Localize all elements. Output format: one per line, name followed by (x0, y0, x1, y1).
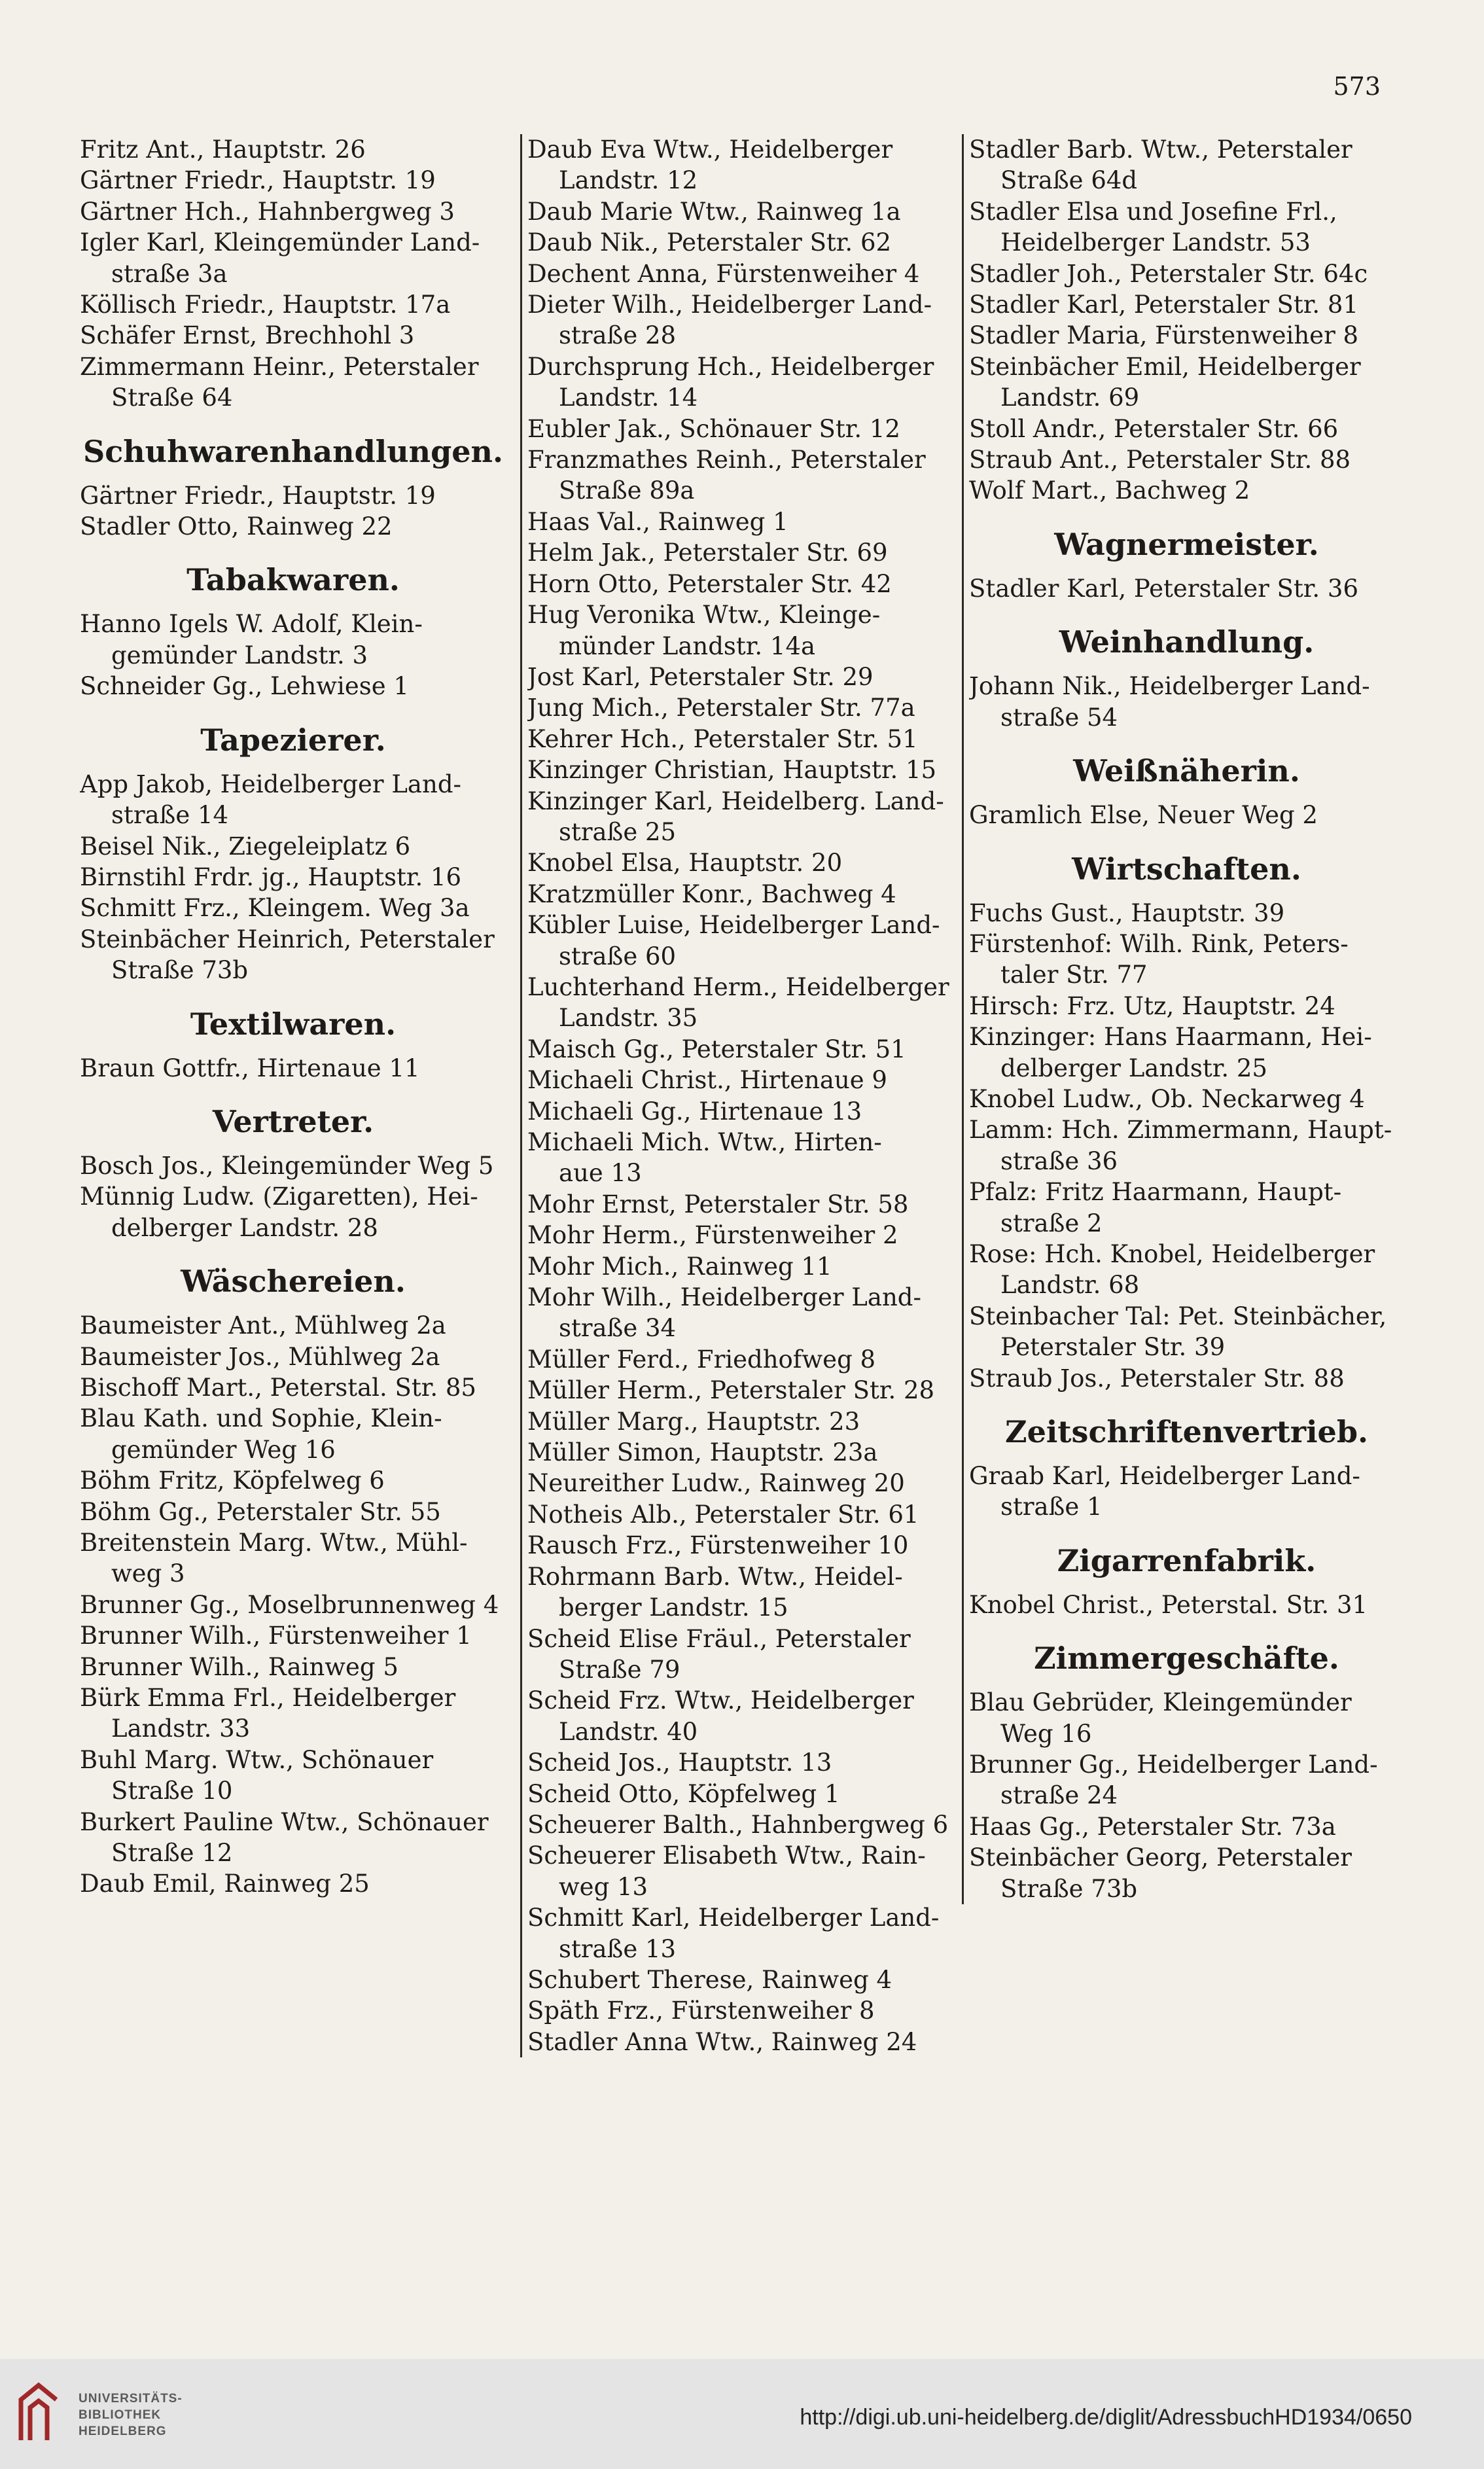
entry-line: Zimmermann Heinr., Peterstaler (80, 352, 479, 381)
entry-line: Schäfer Ernst, Brechhohl 3 (80, 321, 415, 350)
entry-line: Scheid Frz. Wtw., Heidelberger (527, 1686, 914, 1715)
entry-continuation: aue 13 (559, 1159, 642, 1188)
directory-entry (969, 800, 1404, 830)
library-footer (0, 2359, 1484, 2469)
entry-line: Kinzinger Christian, Hauptstr. 15 (527, 756, 937, 785)
directory-entry (80, 1403, 506, 1465)
entry-line: App Jakob, Heidelberger Land- (80, 770, 462, 798)
entry-line: Kübler Luise, Heidelberger Land- (527, 911, 940, 940)
directory-entry (527, 1685, 959, 1747)
entry-line: Fürstenhof: Wilh. Rink, Peters- (969, 929, 1349, 958)
section-heading: Wirtschaften. (1072, 851, 1301, 887)
directory-entry (527, 599, 959, 662)
entry-continuation: Straße 12 (111, 1839, 233, 1868)
entry-line: Baumeister Jos., Mühlweg 2a (80, 1342, 440, 1371)
directory-entry (969, 573, 1404, 604)
entry-continuation: straße 34 (559, 1314, 677, 1343)
directory-entry (80, 1150, 506, 1181)
entry-line: Daub Marie Wtw., Rainweg 1a (527, 197, 901, 226)
logo-line-1: UNIVERSITÄTS- (79, 2392, 183, 2406)
directory-entry (80, 134, 506, 165)
entry-line: Dieter Wilh., Heidelberger Land- (527, 291, 932, 319)
entry-line: Burkert Pauline Wtw., Schönauer (80, 1807, 489, 1836)
entry-line: Neureither Ludw., Rainweg 20 (527, 1469, 905, 1498)
entry-line: Scheid Elise Fräul., Peterstaler (527, 1624, 911, 1653)
directory-entry (80, 1465, 506, 1496)
directory-entry (527, 1375, 959, 1406)
entry-line: Pfalz: Fritz Haarmann, Haupt- (969, 1178, 1342, 1207)
entry-line: Jung Mich., Peterstaler Str. 77a (527, 694, 915, 722)
directory-entry (969, 1301, 1404, 1363)
directory-entry (80, 480, 506, 511)
entry-line: Stadler Anna Wtw., Rainweg 24 (527, 2027, 917, 2056)
entry-line: Schmitt Frz., Kleingem. Weg 3a (80, 894, 470, 923)
directory-entry (80, 1620, 506, 1651)
directory-entry (527, 1747, 959, 1778)
directory-entry (527, 972, 959, 1034)
directory-entry (527, 1840, 959, 1902)
entry-line: Stoll Andr., Peterstaler Str. 66 (969, 414, 1339, 443)
entry-continuation: Weg 16 (1000, 1719, 1092, 1748)
entry-line: Gärtner Friedr., Hauptstr. 19 (80, 166, 436, 195)
directory-entry (527, 289, 959, 351)
directory-entry (969, 320, 1404, 351)
entry-line: Dechent Anna, Fürstenweiher 4 (527, 259, 920, 288)
directory-entry (527, 134, 959, 196)
entry-line: Breitenstein Marg. Wtw., Mühl- (80, 1529, 468, 1557)
entry-line: Wolf Mart., Bachweg 2 (969, 476, 1250, 505)
directory-entry (80, 1181, 506, 1243)
entry-continuation: gemünder Weg 16 (111, 1435, 336, 1464)
entry-line: Gärtner Friedr., Hauptstr. 19 (80, 481, 436, 510)
entry-continuation: Landstr. 12 (559, 166, 698, 195)
entry-line: Scheid Otto, Köpfelweg 1 (527, 1779, 840, 1808)
entry-line: Beisel Nik., Ziegeleiplatz 6 (80, 832, 411, 861)
entry-line: Fritz Ant., Hauptstr. 26 (80, 135, 366, 164)
directory-entry (80, 893, 506, 923)
entry-continuation: straße 60 (559, 942, 677, 970)
entry-line: Eubler Jak., Schönauer Str. 12 (527, 414, 900, 443)
directory-entry (969, 258, 1404, 289)
entry-line: Stadler Otto, Rainweg 22 (80, 512, 393, 541)
directory-entry (527, 1437, 959, 1468)
entry-line: Kinzinger Karl, Heidelberg. Land- (527, 787, 944, 815)
entry-continuation: straße 24 (1000, 1781, 1118, 1810)
entry-line: Straub Ant., Peterstaler Str. 88 (969, 446, 1351, 474)
entry-line: Böhm Fritz, Köpfelweg 6 (80, 1466, 385, 1495)
column-left (80, 134, 506, 1900)
directory-entry (80, 196, 506, 227)
section-heading: Wagnermeister. (1054, 526, 1319, 562)
entry-line: Graab Karl, Heidelberger Land- (969, 1462, 1360, 1490)
section-heading: Zeitschriftenvertrieb. (1004, 1414, 1368, 1449)
entry-line: Böhm Gg., Peterstaler Str. 55 (80, 1497, 441, 1526)
entry-line: Stadler Joh., Peterstaler Str. 64c (969, 259, 1368, 288)
directory-entry (80, 609, 506, 671)
entry-line: Müller Herm., Peterstaler Str. 28 (527, 1376, 935, 1405)
entry-continuation: gemünder Landstr. 3 (111, 641, 368, 669)
entry-line: Kinzinger: Hans Haarmann, Hei- (969, 1023, 1372, 1052)
directory-entry (527, 196, 959, 227)
entry-continuation: Straße 79 (559, 1655, 680, 1684)
directory-entry (969, 1363, 1404, 1394)
directory-entry (527, 1034, 959, 1065)
page-number: 573 (1333, 72, 1381, 101)
directory-entry (527, 1809, 959, 1840)
entry-continuation: straße 54 (1000, 703, 1118, 732)
directory-entry (527, 1779, 959, 1809)
entry-continuation: Straße 73b (1000, 1874, 1138, 1903)
entry-continuation: Straße 64d (1000, 166, 1138, 195)
entry-line: Schmitt Karl, Heidelberger Land- (527, 1904, 940, 1932)
directory-entry (969, 1461, 1404, 1523)
entry-line: Brunner Gg., Moselbrunnenweg 4 (80, 1590, 499, 1619)
entry-continuation: taler Str. 77 (1000, 961, 1148, 989)
directory-entry (527, 1964, 959, 1995)
entry-continuation: Straße 64 (111, 383, 233, 412)
directory-entry (527, 847, 959, 878)
entry-continuation: Landstr. 69 (1000, 383, 1140, 412)
directory-entry (969, 1842, 1404, 1904)
directory-entry (969, 134, 1404, 196)
entry-line: Buhl Marg. Wtw., Schönauer (80, 1745, 434, 1774)
entry-line: Gramlich Else, Neuer Weg 2 (969, 801, 1318, 830)
entry-continuation: weg 3 (111, 1559, 185, 1588)
directory-entry (969, 898, 1404, 929)
entry-continuation: straße 28 (559, 321, 677, 350)
directory-entry (527, 1096, 959, 1127)
entry-line: Jost Karl, Peterstaler Str. 29 (527, 662, 874, 691)
entry-continuation: straße 25 (559, 817, 677, 846)
entry-continuation: straße 1 (1000, 1493, 1103, 1521)
logo-line-2: BIBLIOTHEK (79, 2408, 162, 2422)
entry-line: Brunner Gg., Heidelberger Land- (969, 1750, 1378, 1779)
section-heading: Wäschereien. (181, 1264, 406, 1300)
directory-entry (969, 991, 1404, 1021)
directory-entry (527, 227, 959, 258)
directory-entry (969, 1749, 1404, 1811)
directory-entry (80, 289, 506, 320)
entry-continuation: delberger Landstr. 25 (1000, 1054, 1267, 1082)
entry-line: Stadler Barb. Wtw., Peterstaler (969, 135, 1352, 164)
entry-line: Brunner Wilh., Fürstenweiher 1 (80, 1622, 472, 1650)
directory-entry (527, 1995, 959, 2026)
directory-entry (80, 1372, 506, 1403)
entry-line: Johann Nik., Heidelberger Land- (969, 672, 1370, 701)
directory-entry (969, 1177, 1404, 1239)
entry-line: Knobel Christ., Peterstal. Str. 31 (969, 1590, 1368, 1619)
directory-entry (527, 258, 959, 289)
entry-line: Mohr Mich., Rainweg 11 (527, 1252, 832, 1281)
entry-continuation: Landstr. 33 (111, 1714, 251, 1743)
directory-entry (80, 320, 506, 351)
directory-entry (80, 1868, 506, 1899)
entry-line: Birnstihl Frdr. jg., Hauptstr. 16 (80, 862, 462, 891)
entry-line: Stadler Maria, Fürstenweiher 8 (969, 321, 1359, 350)
entry-line: Igler Karl, Kleingemünder Land- (80, 228, 480, 257)
directory-entry (527, 1902, 959, 1964)
directory-entry (80, 165, 506, 196)
entry-line: Franzmathes Reinh., Peterstaler (527, 446, 926, 474)
entry-continuation: berger Landstr. 15 (559, 1593, 788, 1622)
directory-entry (527, 1468, 959, 1499)
section-heading: Zimmergeschäfte. (1034, 1641, 1339, 1677)
entry-line: Daub Eva Wtw., Heidelberger (527, 135, 893, 164)
directory-entry (80, 831, 506, 862)
directory-entry (969, 671, 1404, 733)
directory-entry (80, 227, 506, 289)
directory-entry (80, 1590, 506, 1620)
directory-entry (969, 444, 1404, 475)
entry-line: Rohrmann Barb. Wtw., Heidel- (527, 1562, 903, 1591)
entry-line: Straub Jos., Peterstaler Str. 88 (969, 1364, 1345, 1393)
directory-entry (80, 1527, 506, 1590)
entry-line: Scheuerer Balth., Hahnbergweg 6 (527, 1810, 949, 1839)
entry-continuation: Heidelberger Landstr. 53 (1000, 228, 1311, 257)
directory-entry (80, 351, 506, 414)
entry-line: Kratzmüller Konr., Bachweg 4 (527, 879, 896, 908)
directory-entry (969, 196, 1404, 258)
entry-line: Köllisch Friedr., Hauptstr. 17a (80, 291, 451, 319)
entry-line: Lamm: Hch. Zimmermann, Haupt- (969, 1116, 1392, 1145)
entry-line: Steinbächer Heinrich, Peterstaler (80, 925, 495, 953)
entry-line: Blau Gebrüder, Kleingemünder (969, 1688, 1352, 1717)
directory-entry (527, 1127, 959, 1189)
entry-line: Bosch Jos., Kleingemünder Weg 5 (80, 1151, 494, 1180)
entry-line: Rausch Frz., Fürstenweiher 10 (527, 1531, 909, 1560)
directory-entry (527, 351, 959, 414)
entry-continuation: Straße 89a (559, 476, 695, 505)
directory-entry (527, 1251, 959, 1282)
directory-entry (527, 537, 959, 568)
entry-line: Bischoff Mart., Peterstal. Str. 85 (80, 1373, 476, 1402)
entry-line: Baumeister Ant., Mühlweg 2a (80, 1311, 446, 1340)
entry-line: Michaeli Christ., Hirtenaue 9 (527, 1066, 887, 1095)
entry-line: Hirsch: Frz. Utz, Hauptstr. 24 (969, 991, 1335, 1020)
source-url-link[interactable]: http://digi.ub.uni-heidelberg.de/diglit/AdressbuchHD1934/0650 (800, 2405, 1412, 2430)
entry-line: Schneider Gg., Lehwiese 1 (80, 672, 409, 701)
entry-line: Bürk Emma Frl., Heidelberger (80, 1684, 456, 1713)
entry-line: Durchsprung Hch., Heidelberger (527, 352, 934, 381)
entry-continuation: Straße 10 (111, 1777, 233, 1805)
directory-entry (969, 1084, 1404, 1114)
directory-entry (527, 569, 959, 599)
entry-continuation: Peterstaler Str. 39 (1000, 1333, 1226, 1362)
entry-line: Späth Frz., Fürstenweiher 8 (527, 1997, 875, 2025)
directory-entry (969, 1687, 1404, 1749)
entry-line: Stadler Elsa und Josefine Frl., (969, 197, 1337, 226)
directory-entry (969, 929, 1404, 991)
entry-continuation: straße 13 (559, 1934, 677, 1963)
directory-entry (527, 1499, 959, 1530)
entry-line: Stadler Karl, Peterstaler Str. 81 (969, 291, 1358, 319)
section-heading: Tapezierer. (200, 722, 386, 758)
directory-entry (80, 1310, 506, 1341)
directory-entry (527, 910, 959, 972)
directory-entry (80, 1807, 506, 1869)
directory-entry (527, 662, 959, 692)
logo-line-3: HEIDELBERG (79, 2425, 167, 2438)
entry-line: Rose: Hch. Knobel, Heidelberger (969, 1239, 1375, 1268)
directory-entry (527, 1406, 959, 1437)
entry-line: Müller Simon, Hauptstr. 23a (527, 1438, 878, 1467)
directory-entry (527, 1530, 959, 1561)
entry-continuation: straße 2 (1000, 1209, 1103, 1237)
directory-entry (80, 1682, 506, 1745)
entry-line: Steinbacher Tal: Pet. Steinbächer, (969, 1302, 1387, 1330)
directory-entry (969, 1021, 1404, 1084)
entry-line: Steinbächer Georg, Peterstaler (969, 1843, 1352, 1872)
directory-entry (80, 511, 506, 542)
directory-entry (969, 414, 1404, 444)
entry-line: Daub Nik., Peterstaler Str. 62 (527, 228, 892, 257)
entry-line: Scheuerer Elisabeth Wtw., Rain- (527, 1841, 926, 1870)
directory-entry (527, 444, 959, 506)
directory-entry (80, 862, 506, 893)
entry-line: Luchterhand Herm., Heidelberger (527, 972, 949, 1001)
entry-line: Müller Ferd., Friedhofweg 8 (527, 1345, 876, 1374)
directory-entry (80, 671, 506, 702)
entry-continuation: münder Landstr. 14a (559, 631, 816, 660)
entry-line: Knobel Ludw., Ob. Neckarweg 4 (969, 1084, 1365, 1113)
column-middle (520, 134, 959, 2057)
entry-line: Hug Veronika Wtw., Kleinge- (527, 601, 881, 630)
entry-line: Blau Kath. und Sophie, Klein- (80, 1404, 442, 1433)
entry-continuation: Landstr. 14 (559, 383, 698, 412)
entry-line: Haas Val., Rainweg 1 (527, 507, 788, 536)
entry-line: Münnig Ludw. (Zigaretten), Hei- (80, 1182, 478, 1211)
directory-entry (969, 1239, 1404, 1301)
directory-entry (80, 1053, 506, 1084)
directory-entry (80, 924, 506, 986)
entry-continuation: straße 3a (111, 259, 228, 288)
directory-entry (969, 1590, 1404, 1620)
directory-entry (80, 769, 506, 831)
entry-line: Notheis Alb., Peterstaler Str. 61 (527, 1500, 919, 1529)
entry-line: Stadler Karl, Peterstaler Str. 36 (969, 574, 1358, 603)
entry-line: Gärtner Hch., Hahnbergweg 3 (80, 197, 455, 226)
entry-line: Müller Marg., Hauptstr. 23 (527, 1407, 860, 1436)
entry-line: Brunner Wilh., Rainweg 5 (80, 1652, 398, 1681)
directory-entry (527, 755, 959, 785)
section-heading: Schuhwarenhandlungen. (82, 433, 504, 469)
entry-line: Michaeli Gg., Hirtenaue 13 (527, 1097, 862, 1126)
directory-entry (80, 1745, 506, 1807)
directory-entry (527, 879, 959, 910)
directory-entry (527, 1344, 959, 1375)
directory-entry (527, 1065, 959, 1095)
entry-line: Knobel Elsa, Hauptstr. 20 (527, 849, 843, 878)
directory-entry (527, 2027, 959, 2057)
entry-line: Scheid Jos., Hauptstr. 13 (527, 1749, 832, 1777)
entry-line: Hanno Igels W. Adolf, Klein- (80, 610, 423, 639)
entry-continuation: Landstr. 35 (559, 1004, 698, 1033)
section-heading: Weinhandlung. (1059, 624, 1315, 660)
column-right (962, 134, 1404, 1904)
directory-entry (969, 289, 1404, 320)
directory-entry (969, 1114, 1404, 1177)
directory-entry (527, 692, 959, 723)
entry-continuation: weg 13 (559, 1872, 648, 1901)
directory-entry (969, 1811, 1404, 1842)
directory-entry (527, 1282, 959, 1344)
entry-line: Maisch Gg., Peterstaler Str. 51 (527, 1035, 906, 1063)
directory-entry (527, 1189, 959, 1220)
directory-entry (969, 475, 1404, 506)
directory-entry (80, 1652, 506, 1682)
entry-line: Daub Emil, Rainweg 25 (80, 1870, 370, 1898)
directory-entry (527, 1220, 959, 1251)
entry-line: Fuchs Gust., Hauptstr. 39 (969, 898, 1285, 927)
entry-line: Kehrer Hch., Peterstaler Str. 51 (527, 724, 918, 753)
entry-line: Haas Gg., Peterstaler Str. 73a (969, 1812, 1336, 1841)
entry-line: Mohr Ernst, Peterstaler Str. 58 (527, 1190, 909, 1218)
entry-line: Helm Jak., Peterstaler Str. 69 (527, 539, 888, 567)
entry-continuation: straße 14 (111, 801, 229, 830)
entry-line: Steinbächer Emil, Heidelberger (969, 352, 1361, 381)
library-logo-icon (16, 2380, 62, 2445)
entry-continuation: Straße 73b (111, 956, 249, 985)
entry-continuation: straße 36 (1000, 1146, 1118, 1175)
entry-line: Mohr Herm., Fürstenweiher 2 (527, 1221, 898, 1250)
entry-line: Horn Otto, Peterstaler Str. 42 (527, 569, 892, 598)
directory-entry (80, 1497, 506, 1527)
directory-entry (969, 351, 1404, 414)
entry-continuation: Landstr. 68 (1000, 1271, 1140, 1300)
entry-line: Braun Gottfr., Hirtenaue 11 (80, 1054, 420, 1082)
directory-entry (527, 1561, 959, 1624)
entry-line: Michaeli Mich. Wtw., Hirten- (527, 1128, 882, 1156)
library-logo-text (79, 2390, 183, 2440)
section-heading: Tabakwaren. (186, 562, 400, 598)
section-heading: Textilwaren. (190, 1006, 397, 1042)
entry-continuation: Landstr. 40 (559, 1717, 698, 1746)
directory-entry (527, 506, 959, 537)
entry-line: Schubert Therese, Rainweg 4 (527, 1965, 892, 1994)
entry-line: Mohr Wilh., Heidelberger Land- (527, 1283, 921, 1312)
section-heading: Zigarrenfabrik. (1057, 1542, 1316, 1578)
section-heading: Weißnäherin. (1073, 753, 1300, 789)
directory-entry (527, 724, 959, 755)
section-heading: Vertreter. (212, 1103, 374, 1139)
directory-entry (80, 1341, 506, 1372)
directory-entry (527, 1624, 959, 1686)
directory-entry (527, 414, 959, 444)
entry-continuation: delberger Landstr. 28 (111, 1213, 378, 1242)
directory-entry (527, 786, 959, 848)
